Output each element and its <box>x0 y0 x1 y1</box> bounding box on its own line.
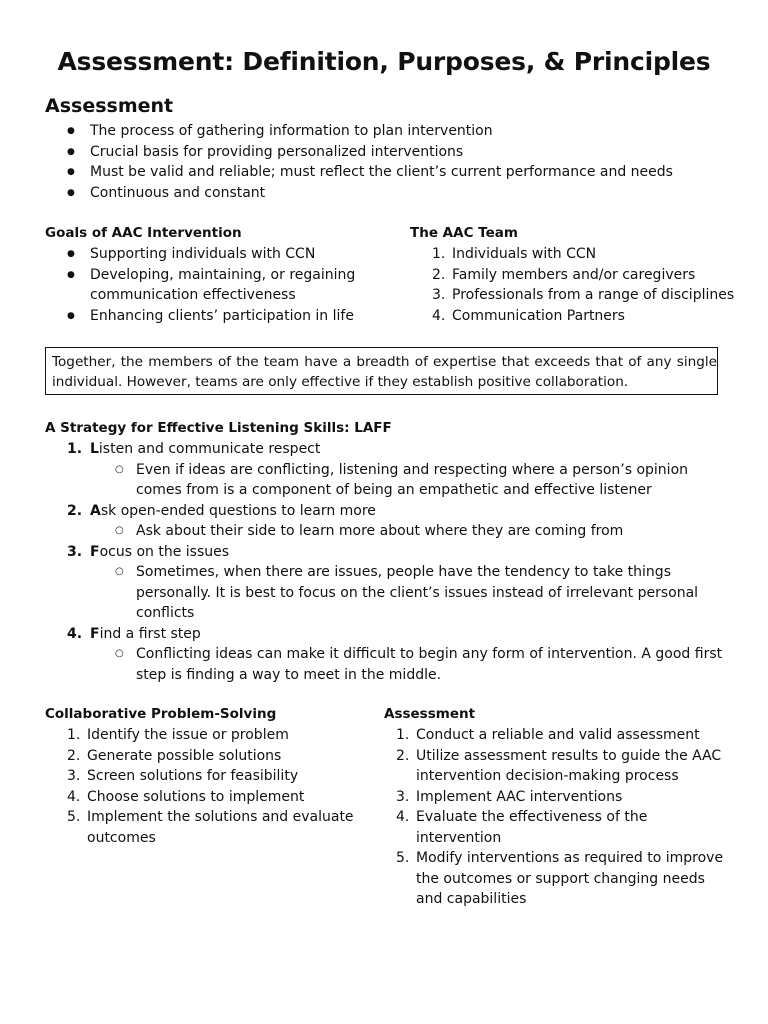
list-item <box>374 807 734 848</box>
list-item <box>410 306 750 327</box>
list-item <box>45 542 725 624</box>
item-number: 4. <box>67 625 83 642</box>
item-number: 5. <box>396 850 410 866</box>
list-item: ● Must be valid and reliable; must reflect the client’s current performance and needs <box>45 162 735 183</box>
item-number: 4. <box>396 809 410 825</box>
sub-list-item: ○ Sometimes, when there are issues, people have the tendency to take things personally. It is best to focus on the client’s issues instead of irrelevant personal conflicts <box>90 562 725 624</box>
sub-list <box>90 460 725 501</box>
team-heading: The AAC Team <box>410 225 518 241</box>
list-item <box>45 766 365 787</box>
assessment-process-heading: Assessment <box>384 706 476 722</box>
item-text: Implement the solutions and evaluate outcomes <box>87 809 354 846</box>
item-number: 5. <box>67 809 81 825</box>
laff-letter: A <box>90 502 101 519</box>
item-text: Professionals from a range of disciplines <box>452 287 735 303</box>
sub-list-item: ○ Conflicting ideas can make it difficult to begin any form of intervention. A good first step is finding a way to meet in the middle. <box>90 644 725 685</box>
list-item <box>45 439 725 501</box>
item-text: Generate possible solutions <box>87 747 282 764</box>
item-text: Communication Partners <box>452 307 625 324</box>
cps-heading: Collaborative Problem-Solving <box>45 706 277 722</box>
list-item <box>45 501 725 542</box>
list-item <box>45 746 365 767</box>
list-item <box>410 244 750 265</box>
item-text: ocus on the issues <box>99 543 230 560</box>
item-number: 2. <box>432 266 446 283</box>
item-number: 3. <box>67 543 83 560</box>
assessment-bullet-list <box>45 121 735 203</box>
sub-list-item: ○ Ask about their side to learn more about where they are coming from <box>90 521 725 542</box>
item-number: 4. <box>67 788 81 805</box>
item-text: Choose solutions to implement <box>87 788 305 805</box>
list-item <box>45 624 725 686</box>
sub-list <box>90 521 725 542</box>
item-number: 3. <box>67 768 81 784</box>
laff-numbered-list <box>45 439 725 685</box>
list-item <box>45 807 365 848</box>
list-item <box>45 725 365 746</box>
list-item: ● Enhancing clients’ participation in life <box>45 306 385 327</box>
item-text: Modify interventions as required to improve the outcomes or support changing needs and capabilities <box>416 850 724 907</box>
sub-list-item: ○ Even if ideas are conflicting, listening and respecting where a person’s opinion comes from is a component of being an empathetic and effective listener <box>90 460 725 501</box>
list-item: ● Developing, maintaining, or regaining communication effectiveness <box>45 265 385 306</box>
item-text: sk open-ended questions to learn more <box>100 502 376 519</box>
item-number: 4. <box>432 307 446 324</box>
item-number: 1. <box>432 246 446 262</box>
list-item: ● Supporting individuals with CCN <box>45 244 385 265</box>
item-text: Family members and/or caregivers <box>452 266 696 283</box>
goals-heading: Goals of AAC Intervention <box>45 225 242 241</box>
item-number: 3. <box>432 287 446 303</box>
item-text: isten and communicate respect <box>98 441 321 457</box>
item-number: 3. <box>396 788 410 805</box>
item-number: 2. <box>67 747 81 764</box>
item-text: Utilize assessment results to guide the AAC intervention decision-making process <box>416 747 722 784</box>
goals-bullet-list <box>45 244 385 326</box>
item-text: Conduct a reliable and valid assessment <box>416 727 700 743</box>
page-title: Assessment: Definition, Purposes, & Principles <box>57 47 711 76</box>
item-number: 1. <box>67 441 83 457</box>
item-text: ind a first step <box>99 625 201 642</box>
list-item: ● Crucial basis for providing personalized interventions <box>45 142 735 163</box>
item-number: 2. <box>396 747 410 764</box>
list-item <box>45 787 365 808</box>
laff-letter: L <box>90 441 99 457</box>
list-item: ● The process of gathering information to plan intervention <box>45 121 735 142</box>
laff-letter: F <box>90 543 100 560</box>
team-callout-box: Together, the members of the team have a breadth of expertise that exceeds that of any single individual. However, teams are only effective if they establish positive collaboration. <box>45 347 718 395</box>
laff-letter: F <box>90 625 100 642</box>
list-item <box>374 725 734 746</box>
item-text: Individuals with CCN <box>452 246 597 262</box>
item-number: 1. <box>396 727 410 743</box>
cps-numbered-list <box>45 725 365 848</box>
laff-heading: A Strategy for Effective Listening Skills: LAFF <box>45 420 392 436</box>
item-number: 2. <box>67 502 83 519</box>
list-item <box>374 746 734 787</box>
list-item <box>374 848 734 910</box>
item-text: Screen solutions for feasibility <box>87 768 299 784</box>
list-item <box>374 787 734 808</box>
item-number: 1. <box>67 727 81 743</box>
item-text: Evaluate the effectiveness of the intervention <box>416 809 648 846</box>
team-numbered-list <box>410 244 750 326</box>
sub-list <box>90 644 725 685</box>
list-item <box>410 285 750 306</box>
sub-list <box>90 562 725 624</box>
assessment-process-numbered-list <box>374 725 734 910</box>
list-item <box>410 265 750 286</box>
list-item: ● Continuous and constant <box>45 183 735 204</box>
item-text: Implement AAC interventions <box>416 788 623 805</box>
item-text: Identify the issue or problem <box>87 727 289 743</box>
assessment-heading: Assessment <box>45 95 174 117</box>
